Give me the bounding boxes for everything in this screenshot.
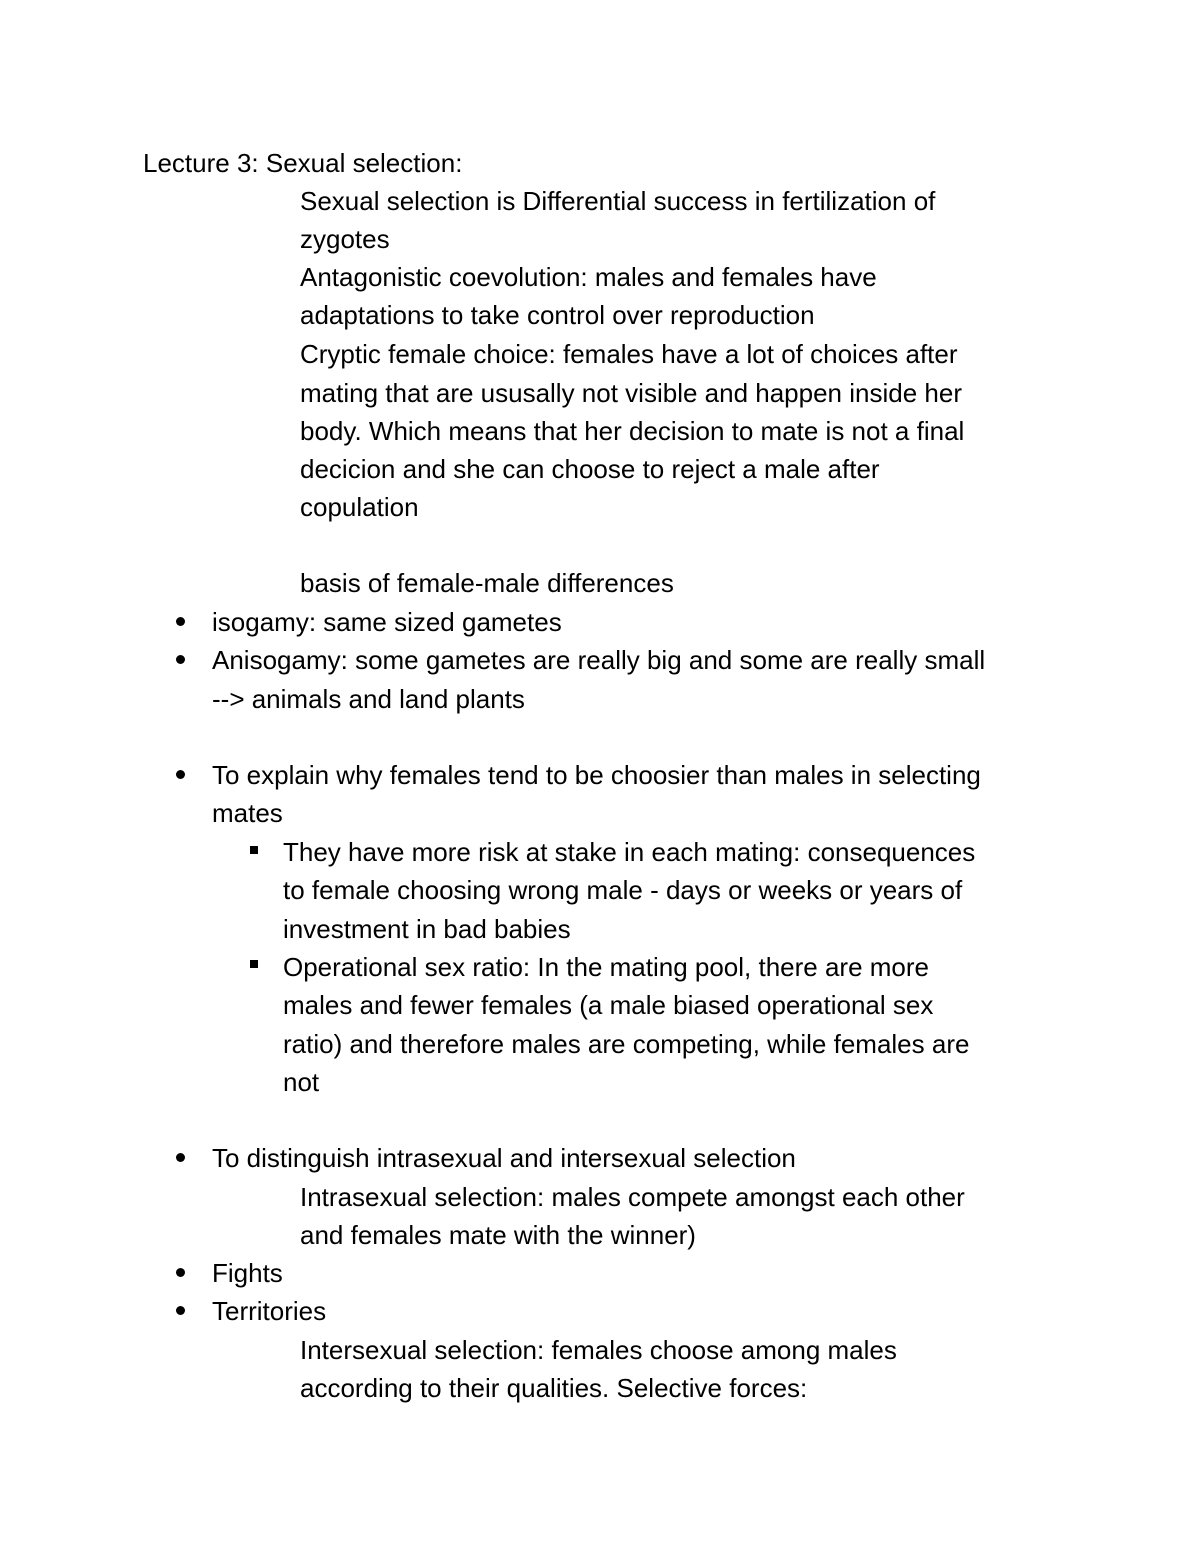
- basis-heading: basis of female-male differences: [300, 568, 674, 598]
- bullet-icon: [176, 617, 185, 626]
- page-title: Lecture 3: Sexual selection:: [143, 148, 463, 178]
- intro-line: Antagonistic coevolution: males and females have: [300, 262, 877, 292]
- intro-line: decicion and she can choose to reject a male after: [300, 454, 880, 484]
- sub-list-item: to female choosing wrong male - days or weeks or years of: [283, 875, 963, 905]
- intersexual-line: according to their qualities. Selective forces:: [300, 1373, 808, 1403]
- intro-line: copulation: [300, 492, 419, 522]
- list-item: mates: [212, 798, 283, 828]
- bullet-icon: [176, 1153, 185, 1162]
- list-item: To distinguish intrasexual and intersexual selection: [212, 1143, 796, 1173]
- intro-line: Cryptic female choice: females have a lot of choices after: [300, 339, 958, 369]
- list-item: To explain why females tend to be choosier than males in selecting: [212, 760, 981, 790]
- list-item: Territories: [212, 1296, 327, 1326]
- list-item: Fights: [212, 1258, 283, 1288]
- list-item: --> animals and land plants: [212, 684, 525, 714]
- sub-list-item: They have more risk at stake in each mating: consequences: [283, 837, 976, 867]
- list-item: isogamy: same sized gametes: [212, 607, 562, 637]
- sub-list-item: investment in bad babies: [283, 914, 571, 944]
- bullet-icon: [176, 1306, 185, 1315]
- intro-line: body. Which means that her decision to mate is not a final: [300, 416, 965, 446]
- bullet-icon: [176, 655, 185, 664]
- square-bullet-icon: [250, 846, 258, 854]
- intrasexual-line: Intrasexual selection: males compete amongst each other: [300, 1182, 965, 1212]
- bullet-icon: [176, 1268, 185, 1277]
- list-item: Anisogamy: some gametes are really big and some are really small: [212, 645, 986, 675]
- square-bullet-icon: [250, 960, 258, 968]
- intrasexual-line: and females mate with the winner): [300, 1220, 696, 1250]
- sub-list-item: Operational sex ratio: In the mating pool, there are more: [283, 952, 930, 982]
- intro-line: mating that are ususally not visible and happen inside her: [300, 378, 962, 408]
- sub-list-item: ratio) and therefore males are competing, while females are: [283, 1029, 970, 1059]
- sub-list-item: males and fewer females (a male biased operational sex: [283, 990, 934, 1020]
- sub-list-item: not: [283, 1067, 320, 1097]
- intro-line: zygotes: [300, 224, 390, 254]
- bullet-icon: [176, 770, 185, 779]
- intro-line: adaptations to take control over reproduction: [300, 300, 815, 330]
- intro-line: Sexual selection is Differential success in fertilization of: [300, 186, 936, 216]
- intersexual-line: Intersexual selection: females choose among males: [300, 1335, 897, 1365]
